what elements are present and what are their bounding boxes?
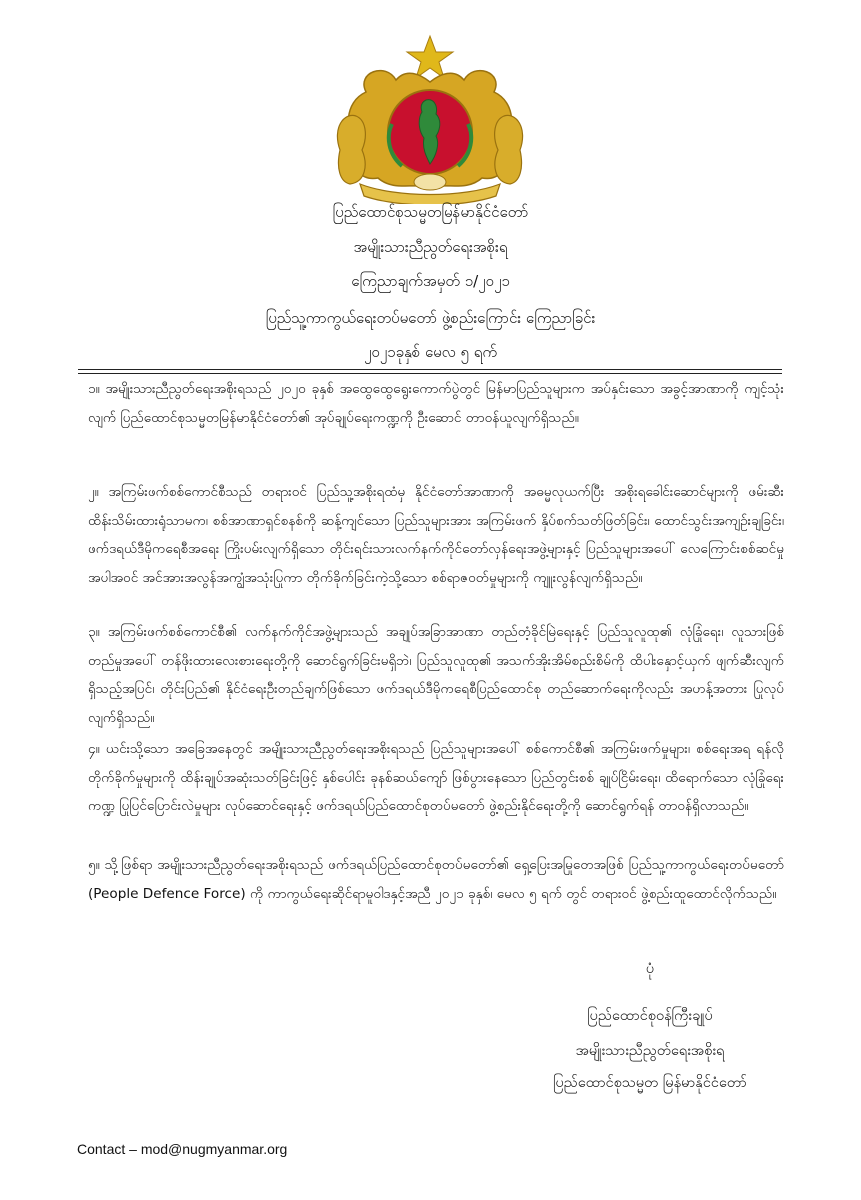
paragraph-5: ၅။ သို့ဖြစ်ရာ အမျိုးသားညီညွတ်ရေးအစိုးရသည် ဖက်ဒရယ်ပြည်ထောင်စုတပ်မတော်၏ ရှေ့ပြေးအမြုတေအဖြစ် ပြည်သူ့ကာကွယ်ရေးတပ်မတော် (People Defence Force) ကို ကာကွယ်ရေးဆိုင်ရာမူဝါဒနှင့်အညီ ၂၀၂၁ ခုနှစ်၊ မေလ ၅ ရက် တွင် တရားဝင် ဖွဲ့စည်းထူထောင်လိုက်သည်။ [88, 857, 784, 902]
signature-mark: ပုံ [645, 961, 655, 977]
header-government-name: အမျိုးသားညီညွတ်ရေးအစိုးရ [353, 238, 508, 256]
signature-state: ပြည်ထောင်စုသမ္မတ မြန်မာနိုင်ငံတော် [553, 1075, 747, 1091]
paragraph-2: ၂။ အကြမ်းဖက်စစ်ကောင်စီသည် တရားဝင် ပြည်သူ့အစိုးရထံမှ နိုင်ငံတော်အာဏာကို အဓမ္မလုယက်ပြီး အစိုးရခေါင်းဆောင်များကို ဖမ်းဆီးထိန်းသိမ်းထားရုံသာမက၊ စစ်အာဏာရှင်စနစ်ကို ဆန့်ကျင်သော ပြည်သူများအား အကြမ်းဖက် နှိပ်စက်သတ်ဖြတ်ခြင်း၊ ထောင်သွင်းအကျဉ်းချခြင်း၊ ဖက်ဒရယ်ဒီမိုကရေစီအရေး ကြိုးပမ်းလျက်ရှိသော တိုင်းရင်းသားလက်နက်ကိုင်တော်လှန်ရေးအဖွဲ့များနှင့် ပြည်သူများအပေါ် လေကြောင်းစစ်ဆင်မှု အပါအဝင် အင်အားအလွန်အကျွံအသုံးပြုကာ တိုက်ခိုက်ခြင်းကဲ့သို့သော စစ်ရာဇဝတ်မှုများကို ကျူးလွန်လျက်ရှိသည်။ [88, 484, 784, 586]
paragraph-3: ၃။ အကြမ်းဖက်စစ်ကောင်စီ၏ လက်နက်ကိုင်အဖွဲ့များသည် အချုပ်အခြာအာဏာ တည်တံ့ခိုင်မြဲရေးနှင့် ပြည်သူလူထု၏ လုံခြုံရေး၊ လူသားဖြစ်တည်မှုအပေါ် တန်ဖိုးထားလေးစားရေးတို့ကို ဆောင်ရွက်ခြင်းမရှိဘဲ၊ ပြည်သူလူထု၏ အသက်အိုးအိမ်စည်းစိမ်ကို ထိပါးနှောင့်ယှက် ဖျက်ဆီးလျက်ရှိသည့်အပြင်၊ တိုင်းပြည်၏ နိုင်ငံရေးဦးတည်ချက်ဖြစ်သော ဖက်ဒရယ်ဒီမိုကရေစီပြည်ထောင်စု တည်ဆောက်ရေးကိုလည်း အဟန့်အတား ပြုလုပ်လျက်ရှိသည်။ [88, 624, 784, 726]
paragraph-4: ၄။ ယင်းသို့သော အခြေအနေတွင် အမျိုးသားညီညွတ်ရေးအစိုးရသည် ပြည်သူများအပေါ် စစ်ကောင်စီ၏ အကြမ်းဖက်မှုများ၊ စစ်ရေးအရ ရန်လိုတိုက်ခိုက်မှုများကို ထိန်းချုပ်အဆုံးသတ်ခြင်းဖြင့် နှစ်ပေါင်း ခုနစ်ဆယ်ကျော် ဖြစ်ပွားနေသော ပြည်တွင်းစစ် ချုပ်ငြိမ်းရေး၊ ထိရောက်သော လုံခြုံရေးကဏ္ဍ ပြုပြင်ပြောင်းလဲမှုများ လုပ်ဆောင်ရေးနှင့် ဖက်ဒရယ်ပြည်ထောင်စုတပ်မတော် ဖွဲ့စည်းနိုင်ရေးတို့ကို ဆောင်ရွက်ရန် တာဝန်ရှိလာသည်။ [88, 741, 784, 814]
state-seal-emblem [326, 32, 534, 204]
divider-rule [78, 373, 782, 374]
header-date: ၂၀၂၁ခုနှစ် မေလ ၅ ရက် [363, 343, 498, 361]
signature-title: ပြည်ထောင်စုဝန်ကြီးချုပ် [587, 1008, 713, 1024]
header-announcement-number: ကြေညာချက်အမှတ် ၁/၂၀၂၁ [351, 272, 510, 290]
header-announcement-title: ပြည်သူ့ကာကွယ်ရေးတပ်မတော် ဖွဲ့စည်းကြောင်း ကြေညာခြင်း [265, 309, 596, 327]
paragraph-1: ၁။ အမျိုးသားညီညွတ်ရေးအစိုးရသည် ၂၀၂၀ ခုနှစ် အထွေထွေရွေးကောက်ပွဲတွင် မြန်မာပြည်သူများက အပ်နှင်းသော အခွင့်အာဏာကို ကျင့်သုံးလျက် ပြည်ထောင်စုသမ္မတမြန်မာနိုင်ငံတော်၏ အုပ်ချုပ်ရေးကဏ္ဍကို ဦးဆောင် တာဝန်ယူလျက်ရှိသည်။ [88, 381, 784, 426]
divider-rule [78, 369, 782, 370]
contact-email[interactable]: Contact – mod@nugmyanmar.org [77, 1141, 288, 1157]
header-state-name: ပြည်ထောင်စုသမ္မတမြန်မာနိုင်ငံတော် [332, 203, 529, 221]
star-icon [407, 36, 453, 78]
signature-government: အမျိုးသားညီညွတ်ရေးအစိုးရ [575, 1043, 725, 1059]
